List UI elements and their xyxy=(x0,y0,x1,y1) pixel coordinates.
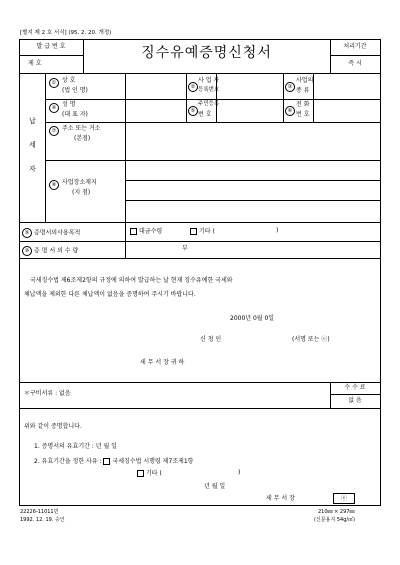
footer-paper-type: (신문용지 54g/㎡) xyxy=(314,517,356,523)
certify-date: 년 월 일 xyxy=(204,483,226,490)
business-reg-sub: 등록번호 xyxy=(198,87,220,93)
validity-reason xyxy=(34,458,193,465)
copies-label xyxy=(22,246,78,256)
purpose-label xyxy=(22,228,80,238)
business-reg-input[interactable] xyxy=(217,82,282,92)
purpose-label-text: 증명서의사용목적 xyxy=(33,229,81,237)
business-location-input-2[interactable] xyxy=(126,185,378,197)
trade-name-input[interactable] xyxy=(126,82,186,92)
issue-number-label: 발 급 번 호 xyxy=(36,43,66,50)
validity-reason-option-other: 기타 ( xyxy=(146,470,162,477)
resident-no-input[interactable] xyxy=(217,105,282,115)
business-type-sub: 종 류 xyxy=(296,87,310,94)
circled-number-8: ⑧ xyxy=(49,180,59,190)
footer-approval: 1992. 12. 19. 승인 xyxy=(20,517,65,523)
seal-box xyxy=(333,493,355,504)
validity-period: 1. 증명서의 유효기간 : 년 월 일 xyxy=(34,443,117,450)
circled-number-5: ⑤ xyxy=(188,106,198,116)
business-location-label: 사업장소재지 xyxy=(62,179,97,186)
checkbox-icon[interactable] xyxy=(103,458,110,465)
business-type-input[interactable] xyxy=(314,82,379,92)
certify-office: 세 무 서 장 xyxy=(266,495,295,502)
processing-period-value: 즉 시 xyxy=(348,60,362,67)
validity-reason-label: 2. 유효기간을 정한 사유 : xyxy=(34,458,102,465)
phone-input[interactable] xyxy=(314,105,379,115)
footer-form-code: 22226-11011민 xyxy=(20,509,59,515)
fee-label: 수 수 료 xyxy=(344,384,366,391)
taxpayer-side-label-1: 납 xyxy=(29,117,36,125)
circled-number-4: ④ xyxy=(49,103,59,113)
to-tax-office: 세 무 서 장 귀 하 xyxy=(140,359,185,366)
circled-number-6: ⑥ xyxy=(285,106,295,116)
footer-paper-size: 210㎜ × 297㎜ xyxy=(318,509,355,515)
address-input[interactable] xyxy=(126,130,378,142)
business-location-input-3[interactable] xyxy=(126,205,378,217)
business-type-label: 사업의 xyxy=(296,77,314,84)
trade-name-sub: (법 인 명) xyxy=(62,87,88,94)
purpose-other-close: ) xyxy=(276,227,279,234)
phone-sub: 번 호 xyxy=(296,111,310,118)
required-docs: ＊구비서류 : 없음 xyxy=(24,390,71,397)
purpose-option-payment[interactable] xyxy=(130,228,162,235)
phone-label: 전 화 xyxy=(296,101,310,108)
validity-reason-option-law: 국세징수법 시행령 제7조제1항 xyxy=(112,458,194,465)
copies-label-text: 증 명 서 의 수 량 xyxy=(33,247,79,255)
page-title: 징수유예증명신청서 xyxy=(141,45,272,61)
business-location-input-1[interactable] xyxy=(126,165,378,177)
certify-heading: 위와 같이 증명합니다. xyxy=(24,423,82,430)
purpose-option-payment-label: 대금수령 xyxy=(139,228,163,235)
processing-period-label: 처리기간 xyxy=(343,43,367,50)
address-sub: (본점) xyxy=(74,135,91,142)
validity-reason-other xyxy=(137,470,162,477)
applicant-label: 신 청 인 xyxy=(200,336,222,343)
address-label: 주소 또는 거소 xyxy=(62,125,101,132)
business-reg-label: 사 업 자 xyxy=(198,77,220,84)
purpose-option-other-label: 기타 ( xyxy=(199,228,215,235)
issue-number-field: 제 호 xyxy=(28,60,42,67)
business-location-sub: (지 점) xyxy=(72,189,91,196)
fee-value: 없 음 xyxy=(348,397,362,404)
copies-unit: 부 xyxy=(182,245,188,252)
name-input[interactable] xyxy=(126,105,186,115)
field-1-label xyxy=(49,78,59,88)
validity-reason-other-close: ) xyxy=(238,469,241,476)
circled-number-9: ⑨ xyxy=(22,228,32,238)
checkbox-icon[interactable] xyxy=(137,470,144,477)
resident-no-sub: 번 호 xyxy=(198,111,212,118)
trade-name-label: 상 호 xyxy=(62,77,76,84)
request-text-line2: 체납액을 제외한 다른 체납액이 없음을 증명하여 주시기 바랍니다. xyxy=(24,291,196,298)
request-date: 2000년 0월 0일 xyxy=(230,315,275,322)
circled-number-1: ① xyxy=(49,78,59,88)
checkbox-icon[interactable] xyxy=(190,228,197,235)
purpose-option-other[interactable] xyxy=(190,228,215,235)
checkbox-icon[interactable] xyxy=(130,228,137,235)
seal-icon: ⓔ xyxy=(340,495,347,502)
resident-no-label: 주민등록 xyxy=(198,101,220,107)
form-id: [별지 제 2 호 서식] (95. 2. 20. 개정) xyxy=(20,30,112,36)
circled-number-3: ③ xyxy=(285,82,295,92)
circled-number-10: ⑩ xyxy=(22,246,32,256)
circled-number-7: ⑦ xyxy=(49,126,59,136)
name-sub: (대 표 자) xyxy=(62,111,88,118)
signature-label: (서명 또는 ⓔ) xyxy=(292,336,330,343)
circled-number-2: ② xyxy=(188,82,198,92)
name-label: 성 명 xyxy=(62,101,76,108)
taxpayer-side-label-3: 자 xyxy=(29,165,36,173)
taxpayer-side-label-2: 세 xyxy=(29,141,36,149)
request-text-line1: 국세징수법 제6조제2항의 규정에 의하여 발급하는 날 현재 징수유예한 국세와 xyxy=(30,277,233,284)
